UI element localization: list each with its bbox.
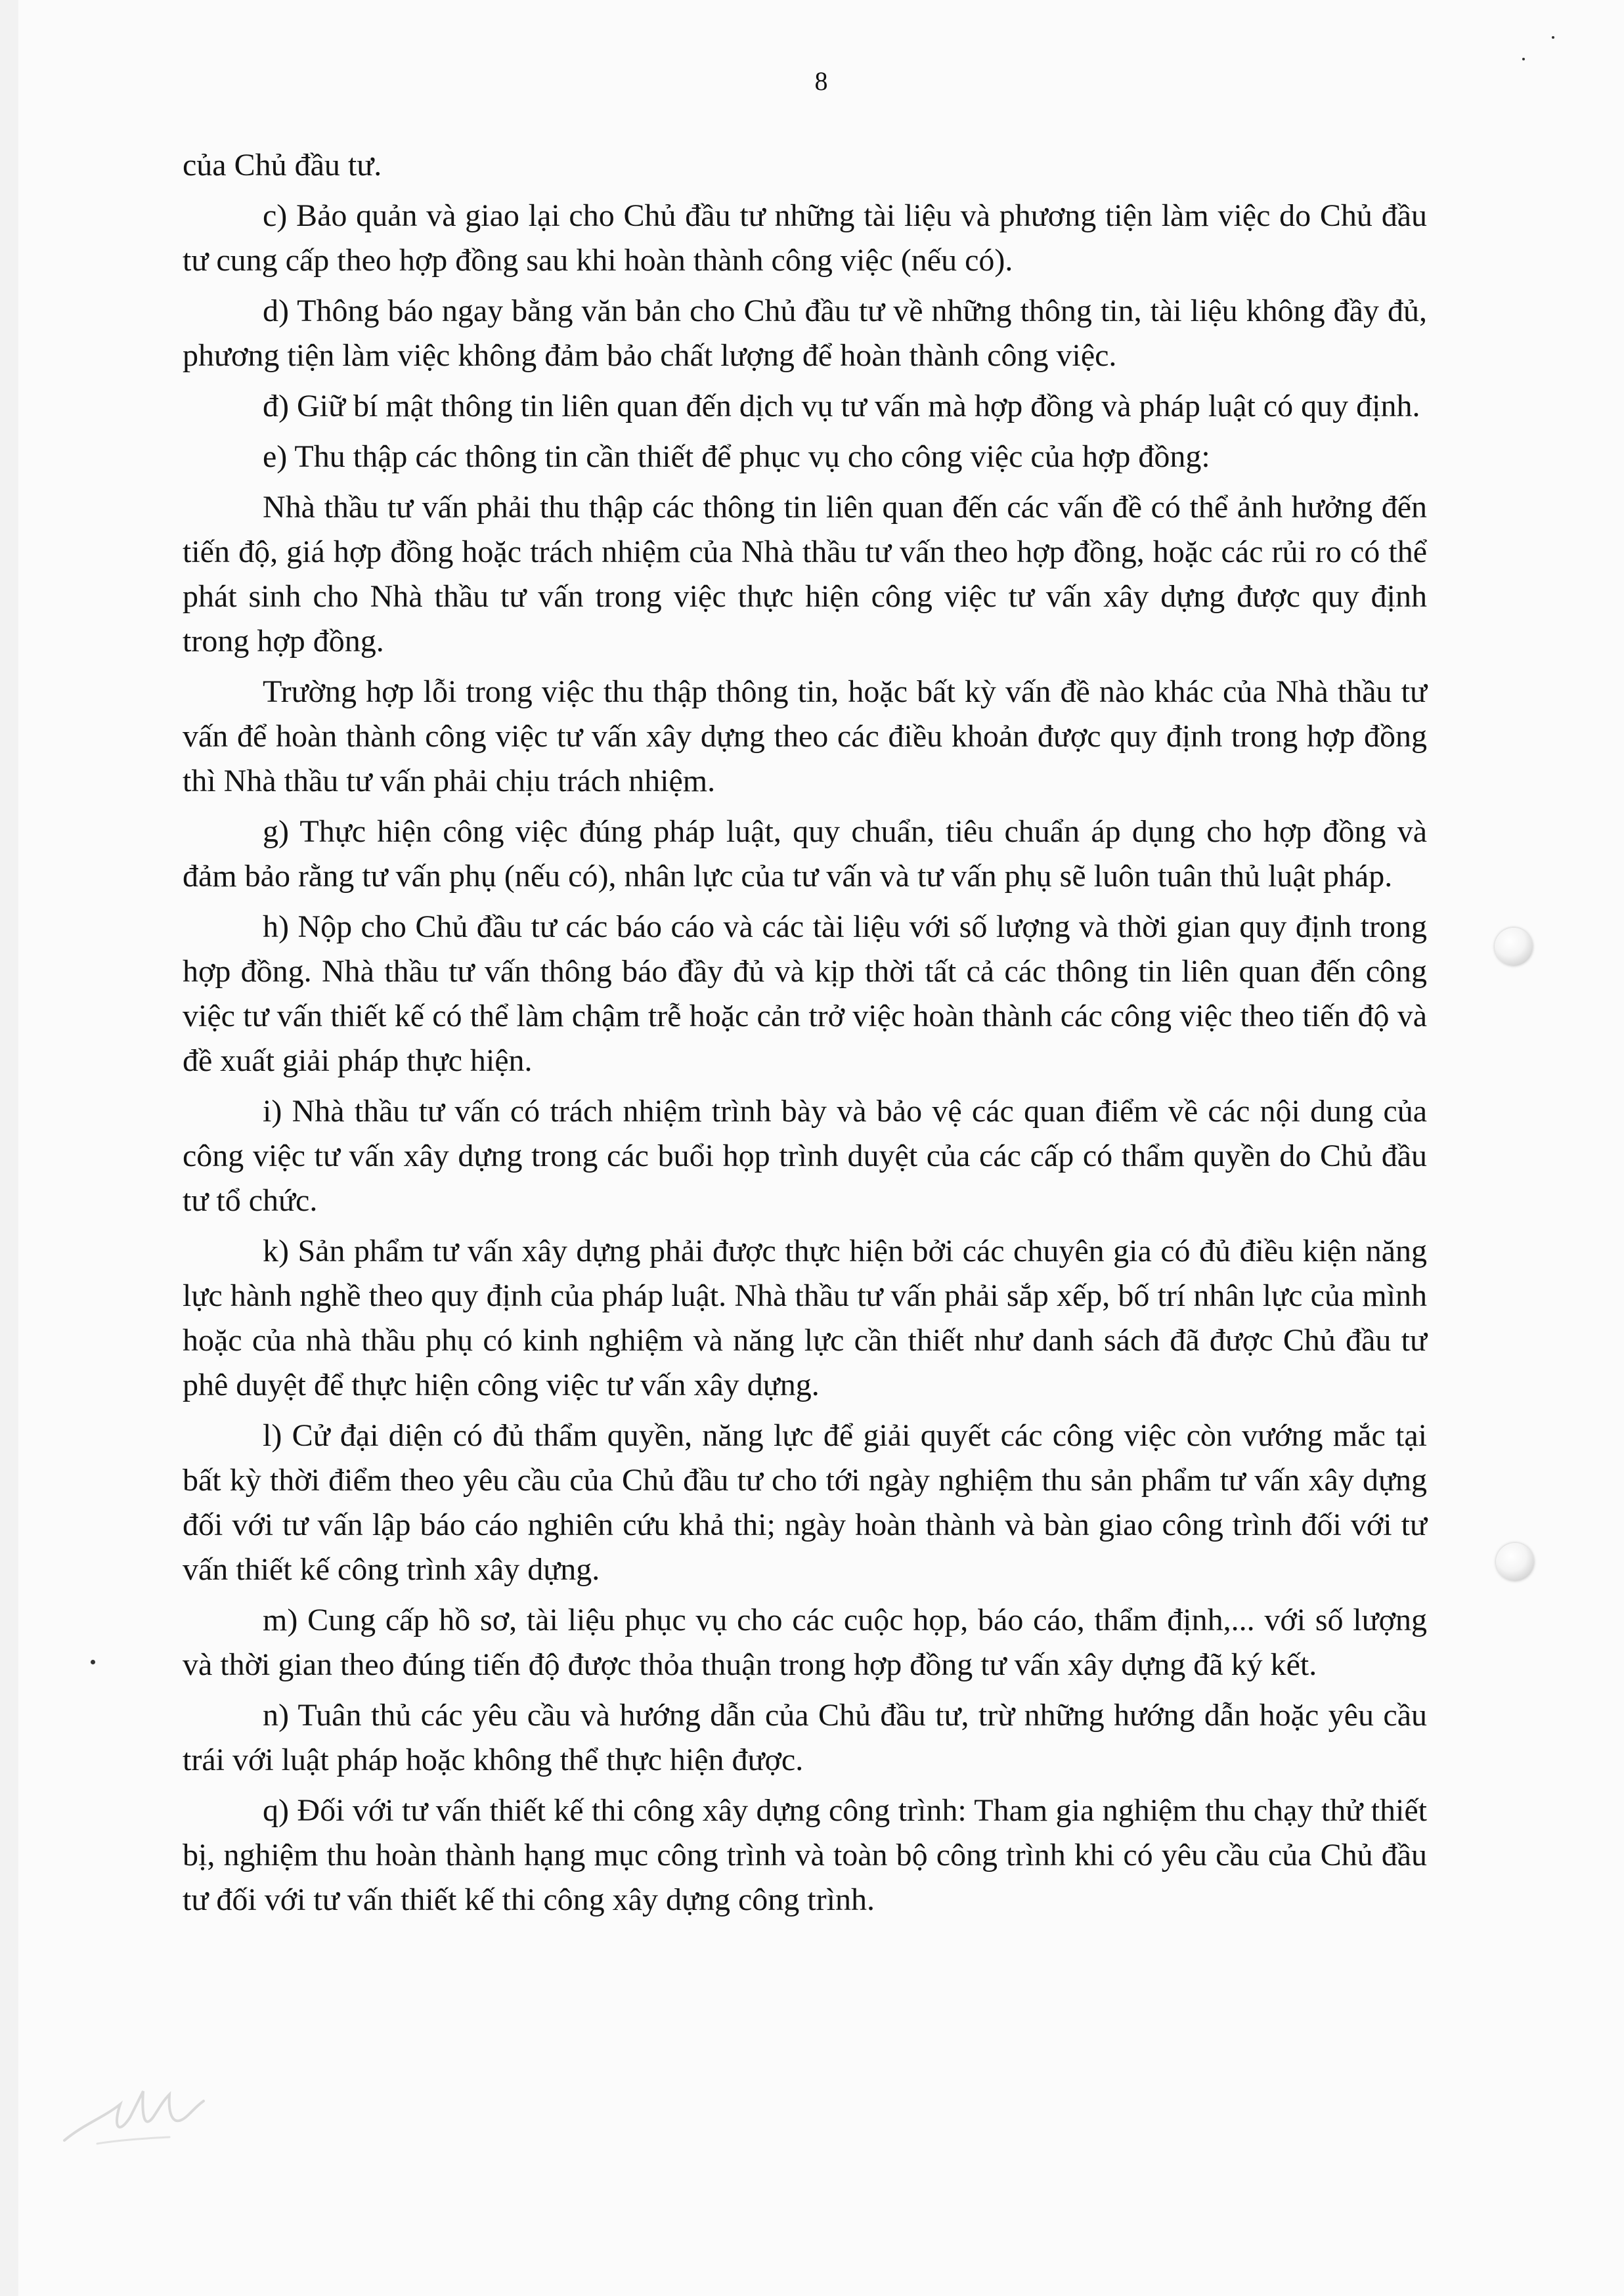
paragraph-q: q) Đối với tư vấn thiết kế thi công xây dựng công trình: Tham gia nghiệm thu chạy thử thiết bị, nghiệm thu hoàn thành hạng mục công trình và toàn bộ công trình khi có yêu cầu của Chủ đầu tư đối với tư vấn thiết kế thi công xây dựng công trình. (183, 1793, 1427, 1917)
paragraph-e-detail-2: Trường hợp lỗi trong việc thu thập thông tin, hoặc bất kỳ vấn đề nào khác của Nhà thầu tư vấn để hoàn thành công việc tư vấn xây dựng theo các điều khoản được quy định trong hợp đồng thì Nhà thầu tư vấn phải chịu trách nhiệm. (183, 674, 1427, 798)
punch-hole (1496, 1543, 1534, 1581)
paragraph-g: g) Thực hiện công việc đúng pháp luật, quy chuẩn, tiêu chuẩn áp dụng cho hợp đồng và đảm bảo rằng tư vấn phụ (nếu có), nhân lực của tư vấn và tư vấn phụ sẽ luôn tuân thủ luật pháp. (183, 814, 1427, 894)
punch-hole (1495, 928, 1533, 966)
paragraph-k: k) Sản phẩm tư vấn xây dựng phải được thực hiện bởi các chuyên gia có đủ điều kiện năng lực hành nghề theo quy định của pháp luật. Nhà thầu tư vấn phải sắp xếp, bố trí nhân lực của mình hoặc của nhà thầu phụ có kinh nghiệm và năng lực cần thiết như danh sách đã được Chủ đầu tư phê duyệt để thực hiện công việc tư vấn xây dựng. (183, 1234, 1427, 1402)
paragraph-n: n) Tuân thủ các yêu cầu và hướng dẫn của Chủ đầu tư, trừ những hướng dẫn hoặc yêu cầu trái với luật pháp hoặc không thể thực hiện được. (183, 1698, 1427, 1777)
paragraph-dd: đ) Giữ bí mật thông tin liên quan đến dịch vụ tư vấn mà hợp đồng và pháp luật có quy định. (263, 389, 1420, 423)
scan-speck (1552, 36, 1554, 39)
paragraph-c: c) Bảo quản và giao lại cho Chủ đầu tư những tài liệu và phương tiện làm việc do Chủ đầu tư cung cấp theo hợp đồng sau khi hoàn thành công việc (nếu có). (183, 198, 1427, 278)
scan-speck (1522, 58, 1525, 60)
scan-speck (91, 1660, 95, 1664)
initials-signature (58, 2078, 209, 2157)
paragraph-m: m) Cung cấp hồ sơ, tài liệu phục vụ cho các cuộc họp, báo cáo, thẩm định,... với số lượng và thời gian theo đúng tiến độ được thỏa thuận trong hợp đồng tư vấn xây dựng đã ký kết. (183, 1603, 1427, 1682)
document-body (183, 143, 1427, 1928)
paragraph-d: d) Thông báo ngay bằng văn bản cho Chủ đầu tư về những thông tin, tài liệu không đầy đủ, phương tiện làm việc không đảm bảo chất lượng để hoàn thành công việc. (183, 293, 1427, 373)
paragraph-l: l) Cử đại diện có đủ thẩm quyền, năng lực để giải quyết các công việc còn vướng mắc tại bất kỳ thời điểm theo yêu cầu của Chủ đầu tư cho tới ngày nghiệm thu sản phẩm tư vấn xây dựng đối với tư vấn lập báo cáo nghiên cứu khả thi; ngày hoàn thành và bàn giao công trình đối với tư vấn thiết kế công trình xây dựng. (183, 1418, 1427, 1587)
paragraph-e: e) Thu thập các thông tin cần thiết để phục vụ cho công việc của hợp đồng: (263, 439, 1210, 474)
page-number: 8 (814, 66, 828, 96)
paragraph-h: h) Nộp cho Chủ đầu tư các báo cáo và các tài liệu với số lượng và thời gian quy định trong hợp đồng. Nhà thầu tư vấn thông báo đầy đủ và kịp thời tất cả các thông tin liên quan đến công việc tư vấn thiết kế có thể làm chậm trễ hoặc cản trở việc hoàn thành các công việc theo tiến độ và đề xuất giải pháp thực hiện. (183, 909, 1427, 1078)
paragraph-e-detail-1: Nhà thầu tư vấn phải thu thập các thông tin liên quan đến các vấn đề có thể ảnh hưởng đến tiến độ, giá hợp đồng hoặc trách nhiệm của Nhà thầu tư vấn theo hợp đồng, hoặc các rủi ro có thể phát sinh cho Nhà thầu tư vấn trong việc thực hiện công việc tư vấn xây dựng được quy định trong hợp đồng. (183, 490, 1427, 659)
paragraph-continuation: của Chủ đầu tư. (183, 148, 382, 183)
paragraph-i: i) Nhà thầu tư vấn có trách nhiệm trình bày và bảo vệ các quan điểm về các nội dung của công việc tư vấn xây dựng trong các buổi họp trình duyệt của các cấp có thẩm quyền do Chủ đầu tư tổ chức. (183, 1094, 1427, 1218)
